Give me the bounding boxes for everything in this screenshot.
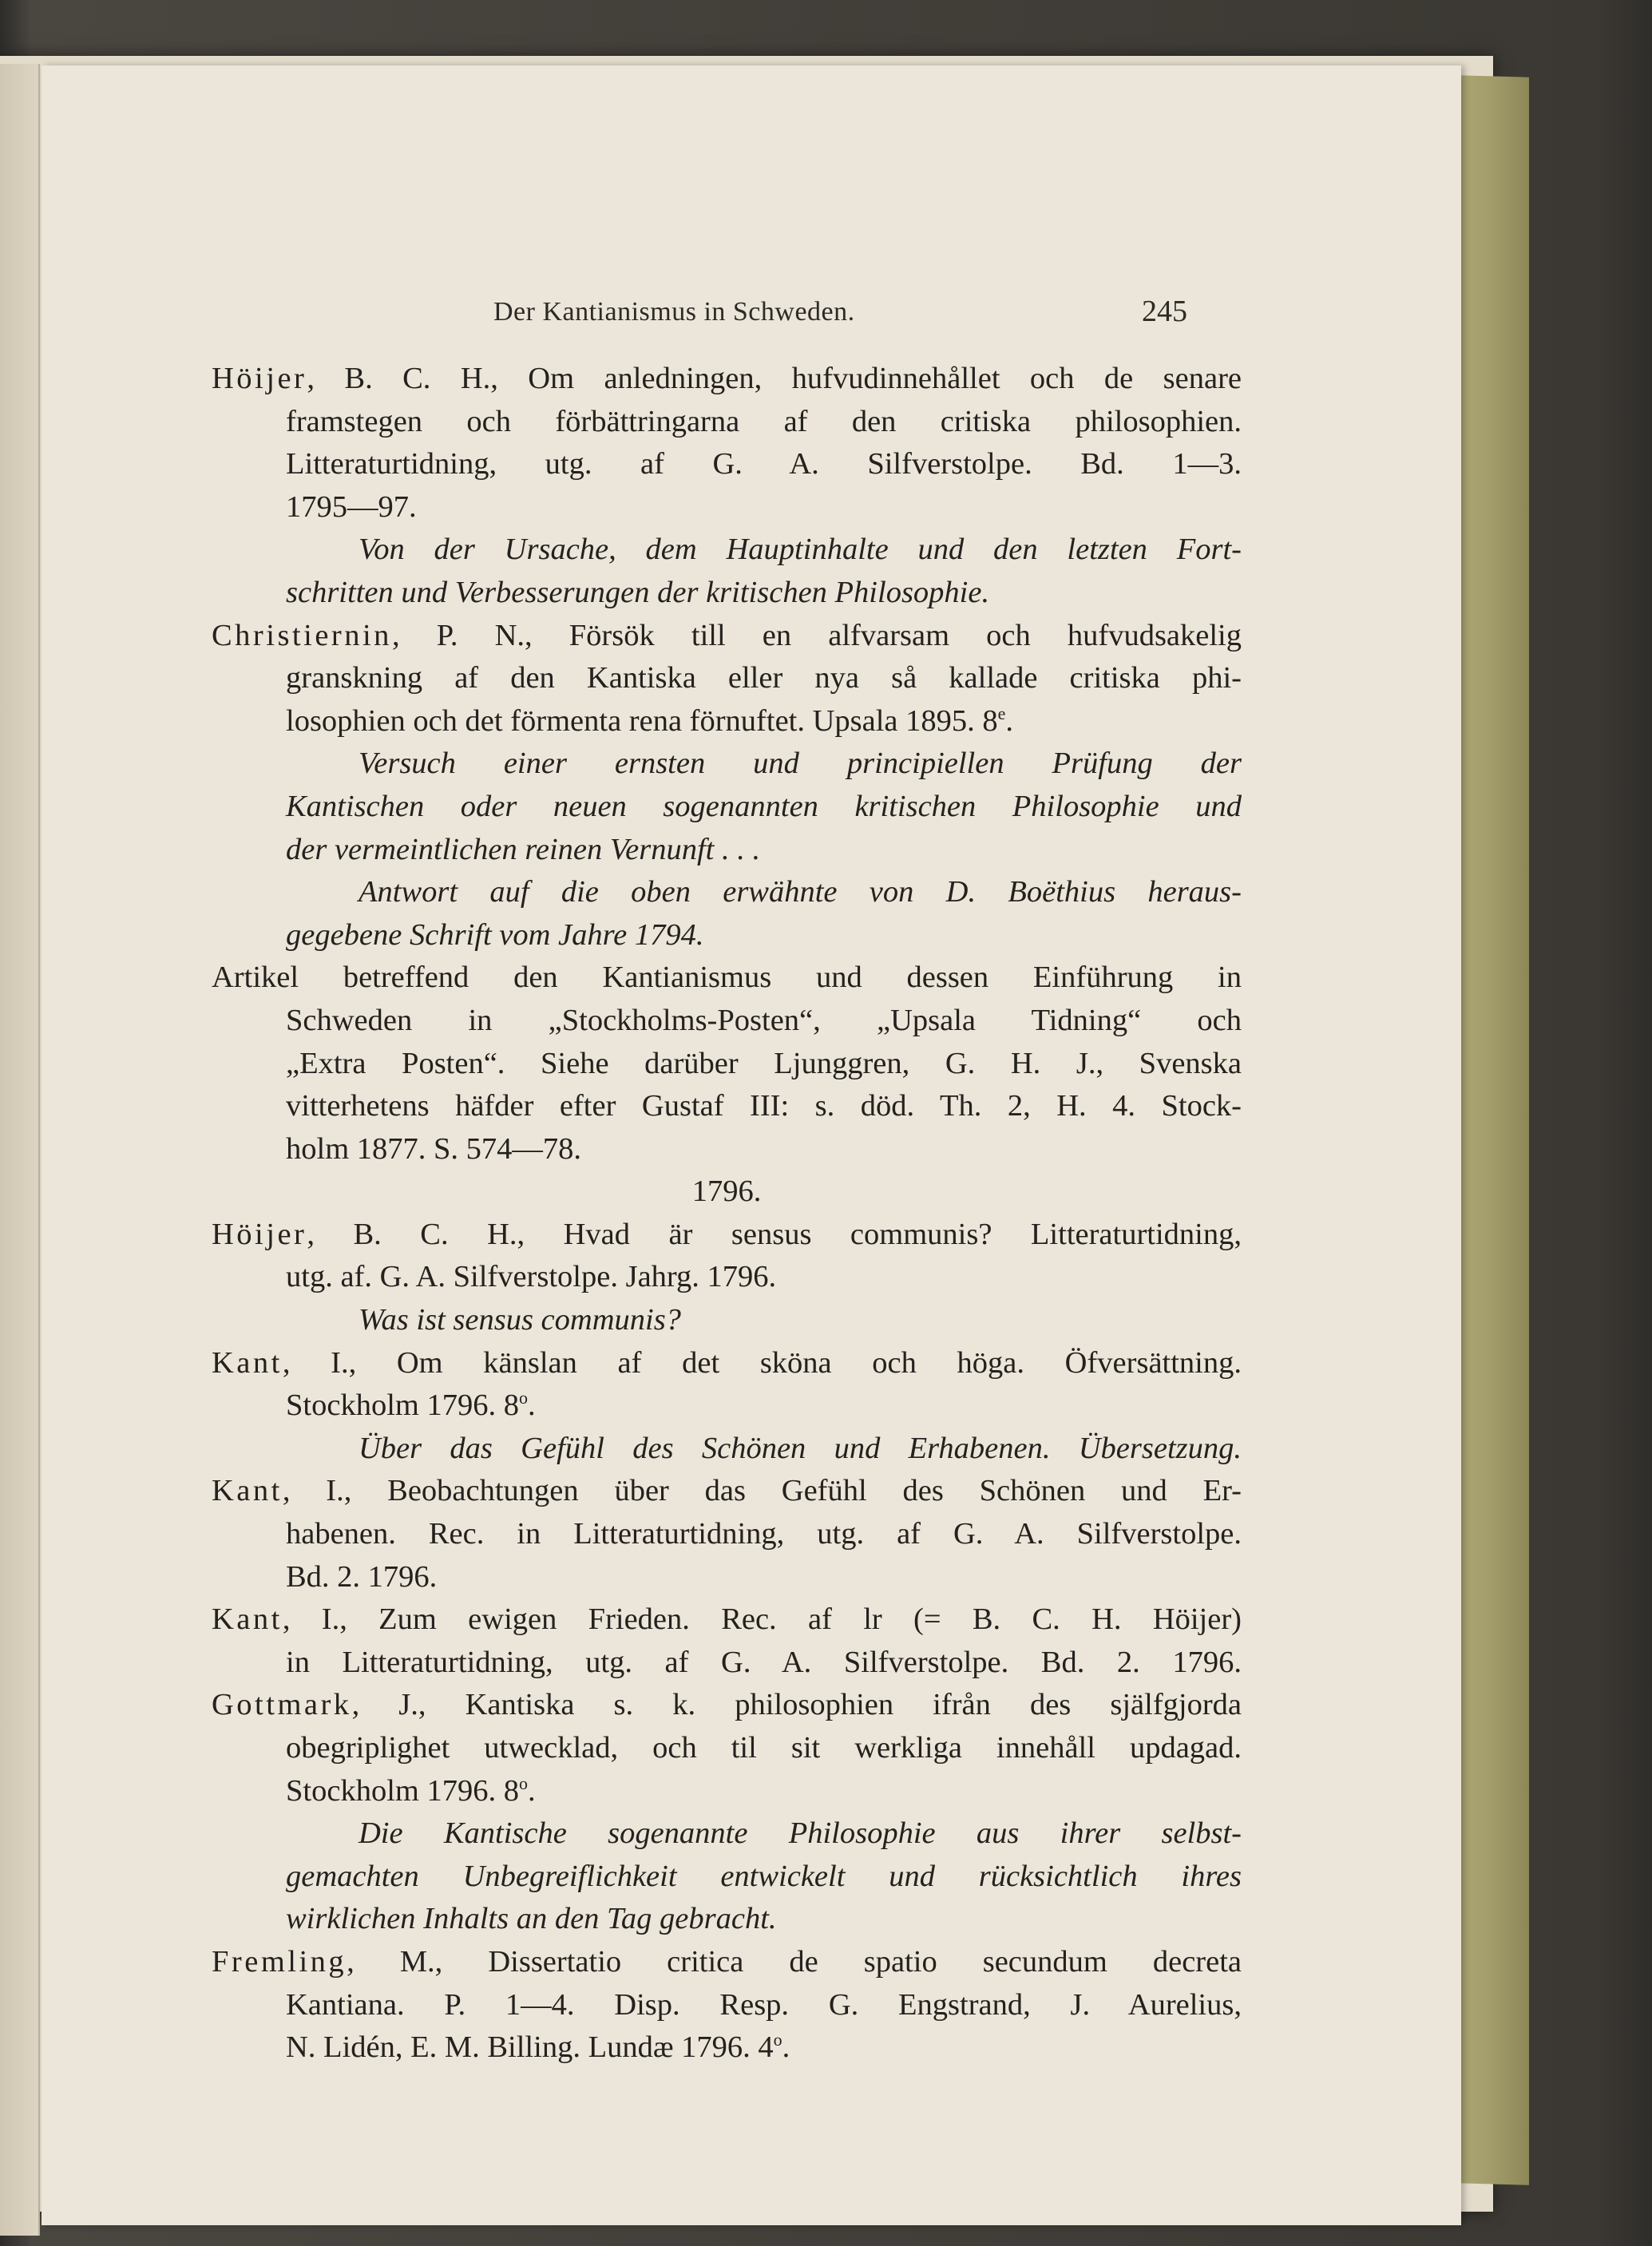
entry-line: Schweden in „Stockholms-Posten“, „Upsala Tidning“ och [286,1003,1242,1037]
entry-line: Höijer, B. C. H., Hvad är sensus communis? Litteraturtidning, [212,1217,1242,1251]
entry-author: Höijer [212,362,307,395]
entry-line: Christiernin, P. N., Försök till en alfvarsam och hufvudsakelig [212,618,1242,652]
entry-line: 1795—97. [286,489,417,524]
entry-author: Christiernin [212,618,392,652]
entry-translation: Von der Ursache, dem Hauptinhalte und den letzten Fort- [359,533,1242,567]
running-head [42,297,1461,337]
entry-translation: Über das Gefühl des Schönen und Erhabenen. Übersetzung. [359,1431,1242,1465]
entry-translation: schritten und Verbesserungen der kritischen Philosophie. [286,575,990,609]
entry-line: Höijer, B. C. H., Om anledningen, hufvudinnehållet och de senare [212,362,1242,395]
entry-line: Stockholm 1796. 8$^o$. [286,1773,536,1808]
entry-line: Stockholm 1796. 8$^o$. [286,1388,536,1423]
entry-line: utg. af. G. A. Silfverstolpe. Jahrg. 1796. [286,1260,777,1294]
entry-translation: der vermeintlichen reinen Vernunft . . . [286,832,761,866]
entry-translation: Die Kantische sogenannte Philosophie aus ihrer selbst- [359,1816,1242,1851]
entry-line: Litteraturtidning, utg. af G. A. Silfverstolpe. Bd. 1—3. [286,447,1242,481]
entry-author: Gottmark [212,1688,352,1722]
book-page [42,65,1461,2225]
entry-translation: wirklichen Inhalts an den Tag gebracht. [286,1902,777,1936]
entry-line: Kant, I., Zum ewigen Frieden. Rec. af lr (= B. C. H. Höijer) [212,1602,1242,1637]
entry-translation: gemachten Unbegreiflichkeit entwickelt und rücksichtlich ihres [286,1859,1242,1893]
entry-line: habenen. Rec. in Litteraturtidning, utg. af G. A. Silfverstolpe. [286,1517,1242,1551]
entry-translation: Kantischen oder neuen sogenannten kritischen Philosophie und [286,789,1242,823]
entry-line: Kant, I., Beobachtungen über das Gefühl des Schönen und Er- [212,1474,1242,1508]
entry-author: Kant [212,1345,283,1380]
entry-line: Artikel betreffend den Kantianismus und dessen Einführung in [212,961,1242,995]
entry-author: Fremling [212,1944,347,1979]
entry-author: Kant [212,1474,283,1508]
left-page-edge [0,64,40,2236]
entry-line: Kant, I., Om känslan af det sköna och höga. Öfversättning. [212,1345,1242,1380]
entry-translation: gegebene Schrift vom Jahre 1794. [286,917,704,952]
year-heading: 1796. [691,1174,762,1209]
entry-line: losophien och det förmenta rena förnuftet. Upsala 1895. 8e. [286,703,1014,738]
entry-line: Fremling, M., Dissertatio critica de spatio secundum decreta [212,1944,1242,1979]
entry-translation: Antwort auf die oben erwähnte von D. Boëthius heraus- [359,875,1242,909]
entry-translation: Was ist sensus communis? [359,1303,681,1337]
entry-line: framstegen och förbättringarna af den critiska philosophien. [286,404,1242,438]
entry-line: Bd. 2. 1796. [286,1559,438,1594]
entry-line: Kantiana. P. 1—4. Disp. Resp. G. Engstrand, J. Aurelius, [286,1987,1242,2022]
entry-line: vitterhetens häfder efter Gustaf III: s. död. Th. 2, H. 4. Stock- [286,1089,1242,1123]
entry-line: holm 1877. S. 574—78. [286,1131,582,1166]
entry-line: „Extra Posten“. Siehe darüber Ljunggren, G. H. J., Svenska [286,1046,1242,1080]
entry-line: granskning af den Kantiska eller nya så kallade critiska phi- [286,661,1242,695]
entry-author: Kant [212,1602,283,1637]
running-title: Der Kantianismus in Schweden. [493,297,855,327]
entry-line: in Litteraturtidning, utg. af G. A. Silfverstolpe. Bd. 2. 1796. [286,1645,1242,1679]
entry-line: obegriplighet utwecklad, och til sit werkliga innehåll updagad. [286,1731,1242,1765]
bibliography-text [212,358,1242,2070]
entry-author: Höijer [212,1217,307,1251]
entry-translation: Versuch einer ernsten und principiellen Prüfung der [359,747,1242,781]
page-number: 245 [1142,295,1187,328]
entry-line: N. Lidén, E. M. Billing. Lundæ 1796. 4$^o$. [286,2030,790,2065]
entry-line: Gottmark, J., Kantiska s. k. philosophien ifrån des själfgjorda [212,1688,1242,1722]
